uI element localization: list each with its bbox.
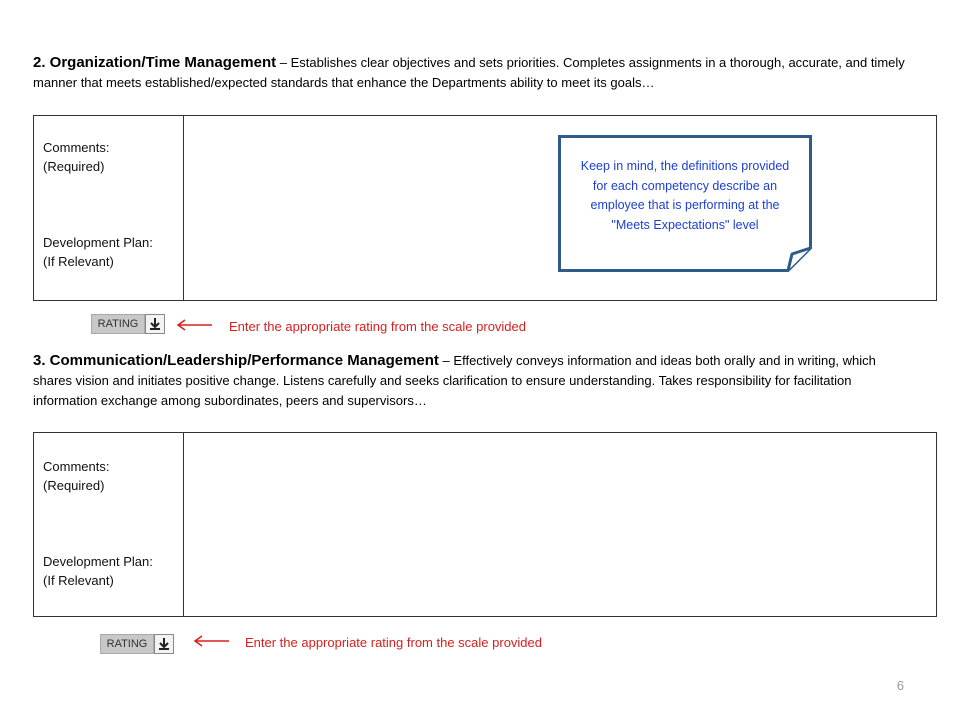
comments-label: Comments: [43,140,110,155]
download-arrow-icon[interactable] [145,314,165,334]
section-2-heading [33,53,913,93]
page-number: 6 [896,678,904,693]
section-3-rating-control[interactable] [100,634,174,654]
comments-required-note: (Required) [43,159,105,174]
section-3-dash: – [438,353,454,368]
section-3-divider [183,433,184,616]
development-plan-label: Development Plan: [43,235,153,250]
section-3-title: 3. Communication/Leadership/Performance Management [33,352,439,369]
callout-text: Keep in mind, the definitions provided for each competency describe an employee that is performing at the "Meets Expectations" level [580,159,790,232]
section-3-comments-input[interactable] [185,433,936,616]
section-3-rating-hint: Enter the appropriate rating from the scale provided [245,635,543,650]
section-2-title: 2. Organization/Time Management [33,54,277,71]
section-3-description: Effectively conveys information and ideas both orally and in writing, which shares vision and initiates positive change. Listens carefully and seeks clarification to ensure understanding. Takes responsibility for facilitation information exchange among subordinates, peers and supervisors… [33,353,876,408]
section-2-comments-label [43,138,109,176]
section-3-rating-field[interactable]: RATING [100,634,154,654]
development-plan-note: (If Relevant) [43,573,114,588]
section-2-rating-field[interactable]: RATING [91,314,145,334]
comments-required-note: (Required) [43,478,105,493]
section-2-divider [183,116,184,300]
section-3-comment-box [33,432,937,617]
section-2-dash: – [276,55,291,70]
section-3-heading [33,351,913,411]
development-plan-label: Development Plan: [43,554,153,569]
left-arrow-icon [175,318,213,332]
comments-label: Comments: [43,459,110,474]
reminder-callout [558,135,812,272]
download-arrow-icon[interactable] [154,634,174,654]
section-2-plan-label [43,233,153,271]
section-3-comments-label [43,457,109,495]
section-2-description: Establishes clear objectives and sets priorities. Completes assignments in a thorough, accurate, and timely manner that meets established/expected standards that enhance the Departments ability to meet its goals… [33,55,905,90]
section-2-rating-control[interactable] [91,314,165,334]
development-plan-note: (If Relevant) [43,254,114,269]
section-2-rating-hint: Enter the appropriate rating from the scale provided [229,319,527,334]
section-3-plan-label [43,552,153,590]
left-arrow-icon [192,634,230,648]
